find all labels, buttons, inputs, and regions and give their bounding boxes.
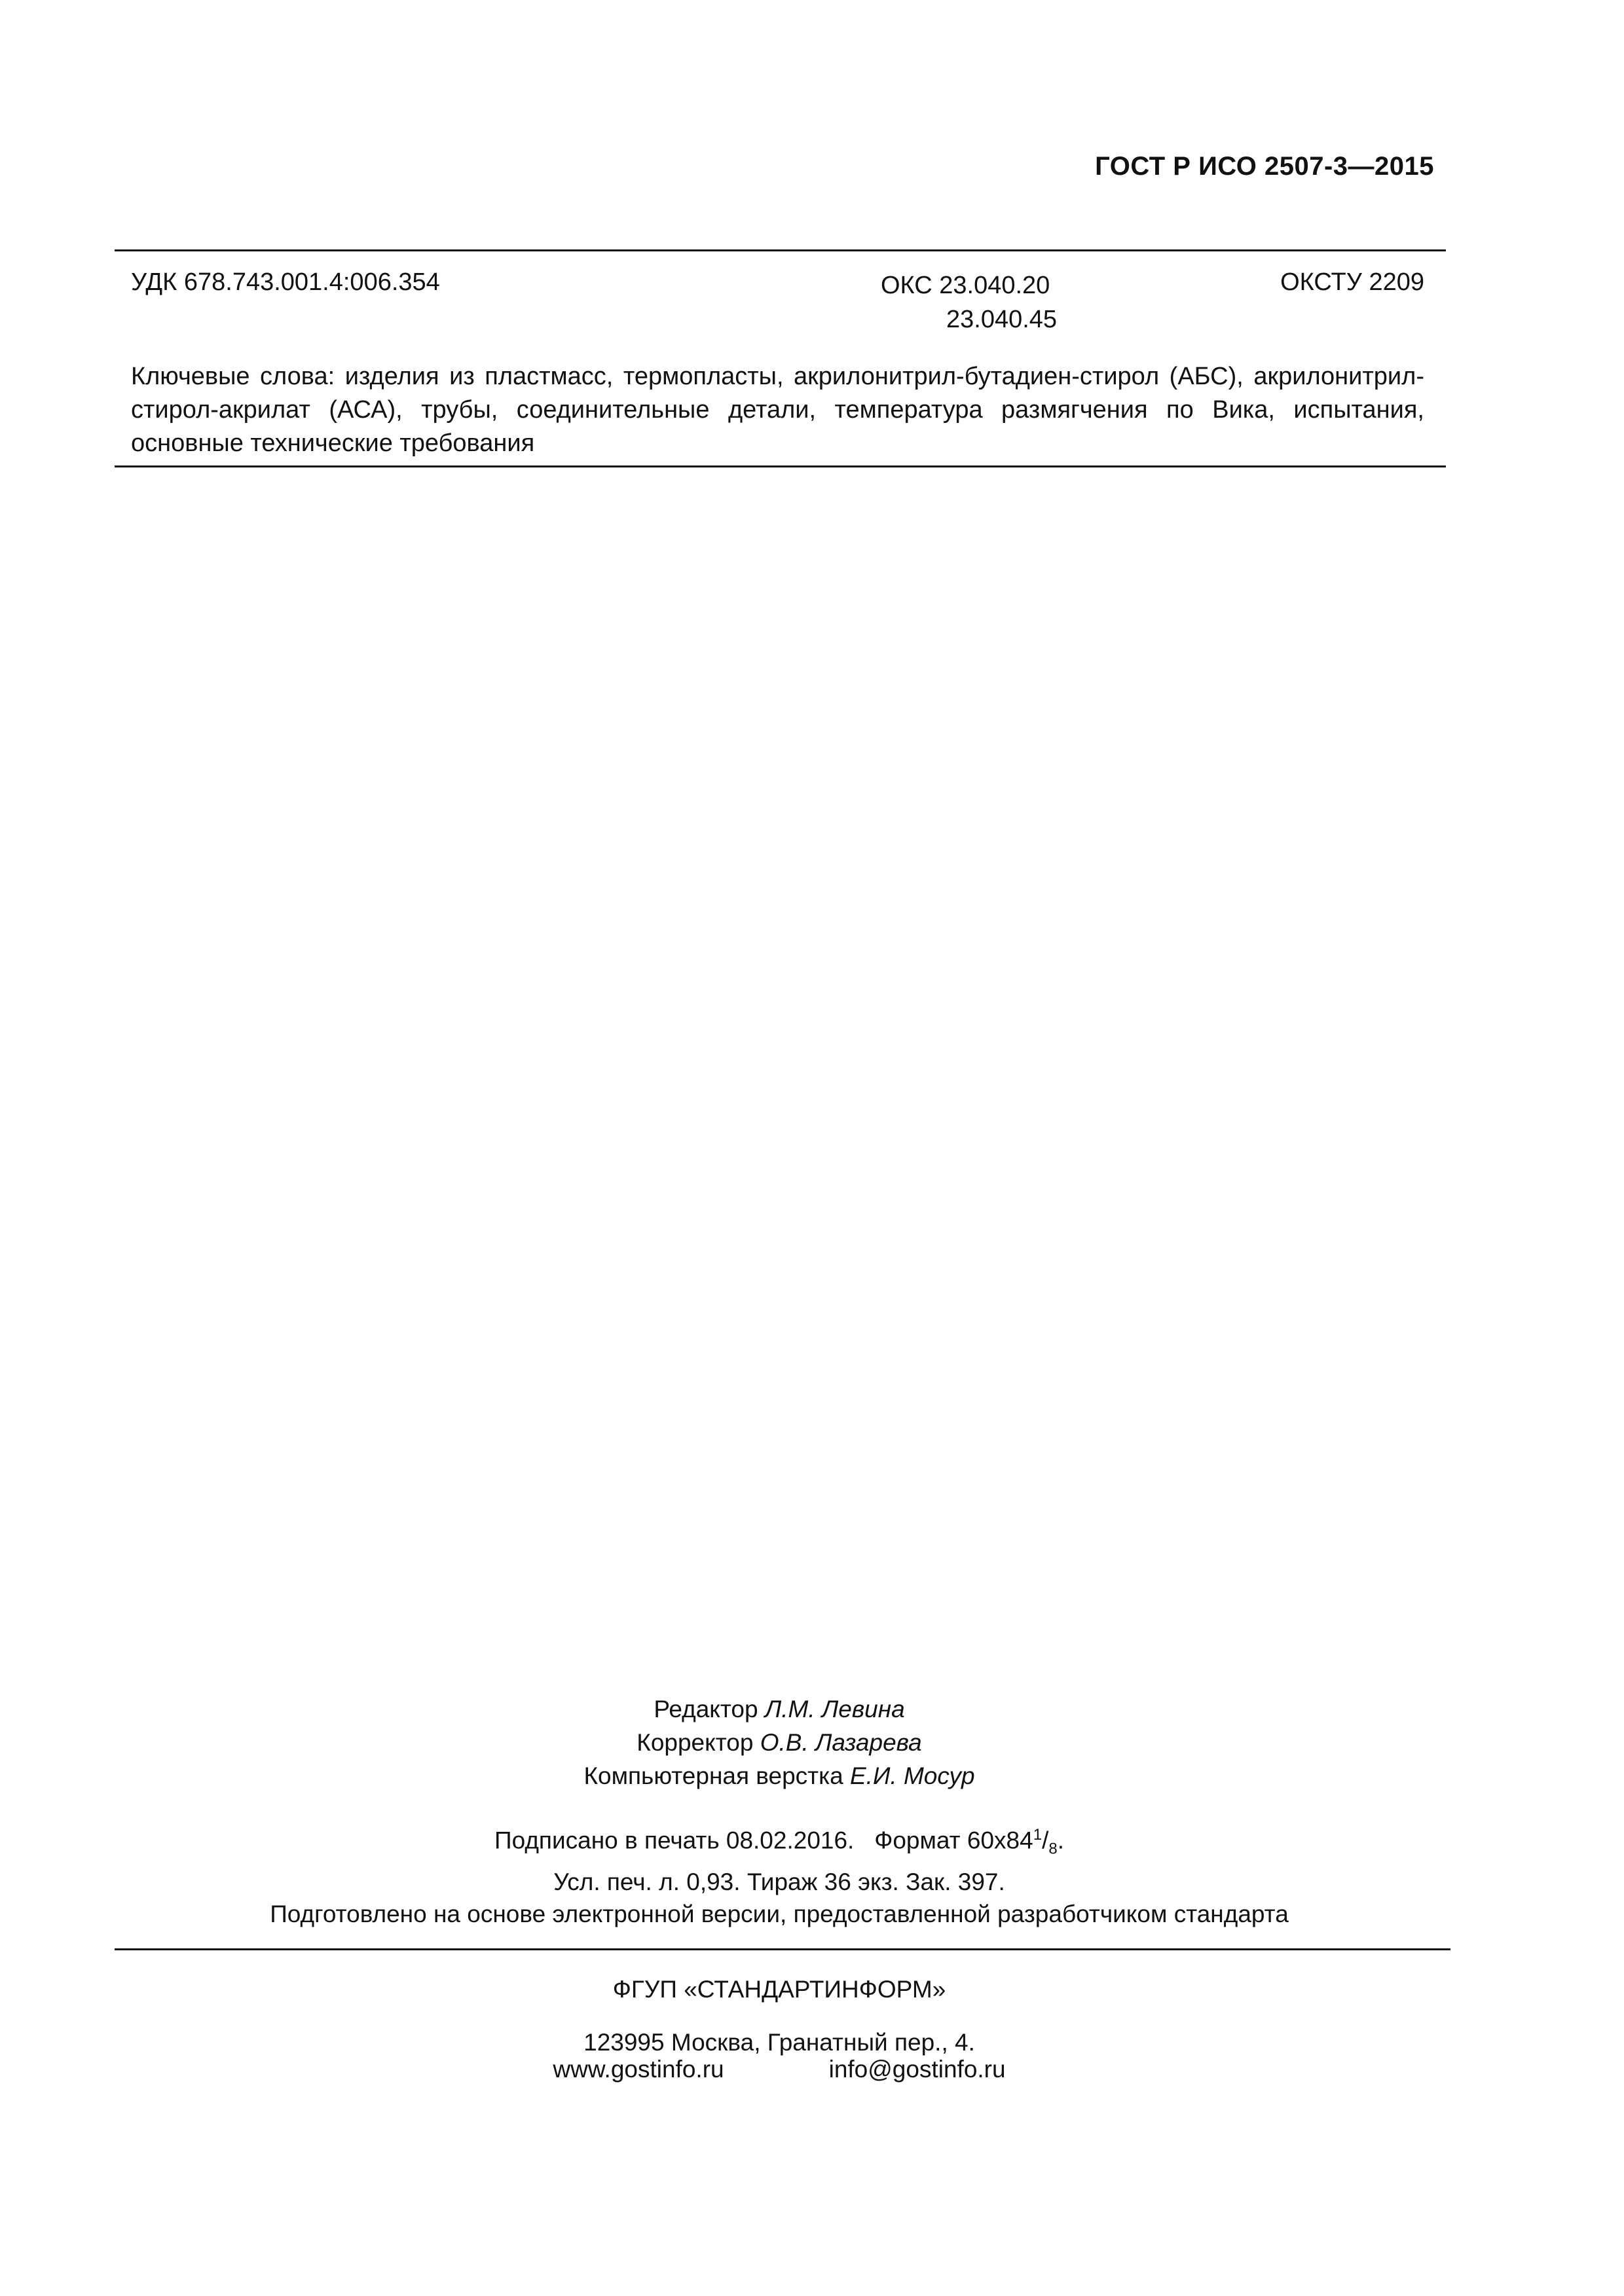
website-link[interactable]: www.gostinfo.ru [553, 2056, 724, 2083]
layout-line [0, 1759, 1559, 1793]
format-denominator: 8 [1048, 1840, 1058, 1858]
format-numerator: 1 [1033, 1826, 1043, 1844]
publisher-links [0, 2056, 1559, 2083]
publisher-name: ФГУП «СТАНДАРТИНФОРМ» [612, 1976, 946, 2003]
okstu-code: ОКСТУ 2209 [1280, 268, 1424, 296]
format-prefix: Формат 60x84 [874, 1827, 1033, 1854]
print-info-block [0, 1819, 1559, 1899]
corrector-line [0, 1726, 1559, 1759]
editor-label: Редактор [654, 1696, 758, 1722]
editor-line [0, 1692, 1559, 1726]
udk-code: УДК 678.743.001.4:006.354 [131, 268, 440, 296]
layout-label: Компьютерная верстка [583, 1762, 843, 1789]
middle-divider [115, 465, 1446, 467]
document-code: ГОСТ Р ИСО 2507-3—2015 [1095, 152, 1434, 181]
editor-name: Л.М. Левина [764, 1696, 905, 1722]
corrector-label: Корректор [637, 1729, 754, 1756]
oks-line-2: 23.040.45 [946, 306, 1058, 333]
publisher-address: 123995 Москва, Гранатный пер., 4. [583, 2029, 975, 2056]
email-link[interactable]: info@gostinfo.ru [828, 2056, 1006, 2083]
signed-date: Подписано в печать 08.02.2016. [494, 1827, 855, 1854]
bottom-divider [115, 1948, 1450, 1950]
corrector-name: О.В. Лазарева [760, 1729, 922, 1756]
oks-code [881, 268, 1057, 337]
oks-line-1: ОКС 23.040.20 [881, 272, 1050, 299]
print-info-line-2: Усл. печ. л. 0,93. Тираж 36 экз. Зак. 397. [553, 1868, 1005, 1895]
layout-name: Е.И. Мосур [850, 1762, 975, 1789]
top-divider [115, 249, 1446, 251]
credits-block [0, 1692, 1559, 1793]
print-info-line-1: Подписано в печать 08.02.2016. Формат $60x84^1/_8$. [494, 1826, 1064, 1858]
prepared-note: Подготовлено на основе электронной версии, предоставленной разработчиком стандарта [270, 1901, 1289, 1927]
keywords-paragraph: Ключевые слова: изделия из пластмасс, термопласты, акрилонитрил-бутадиен-стирол (АБС), акрилонитрил-стирол-акрилат (АСА), трубы, соединительные детали, температура размягчения по Вика, испытания, основные технические требования [131, 363, 1424, 457]
